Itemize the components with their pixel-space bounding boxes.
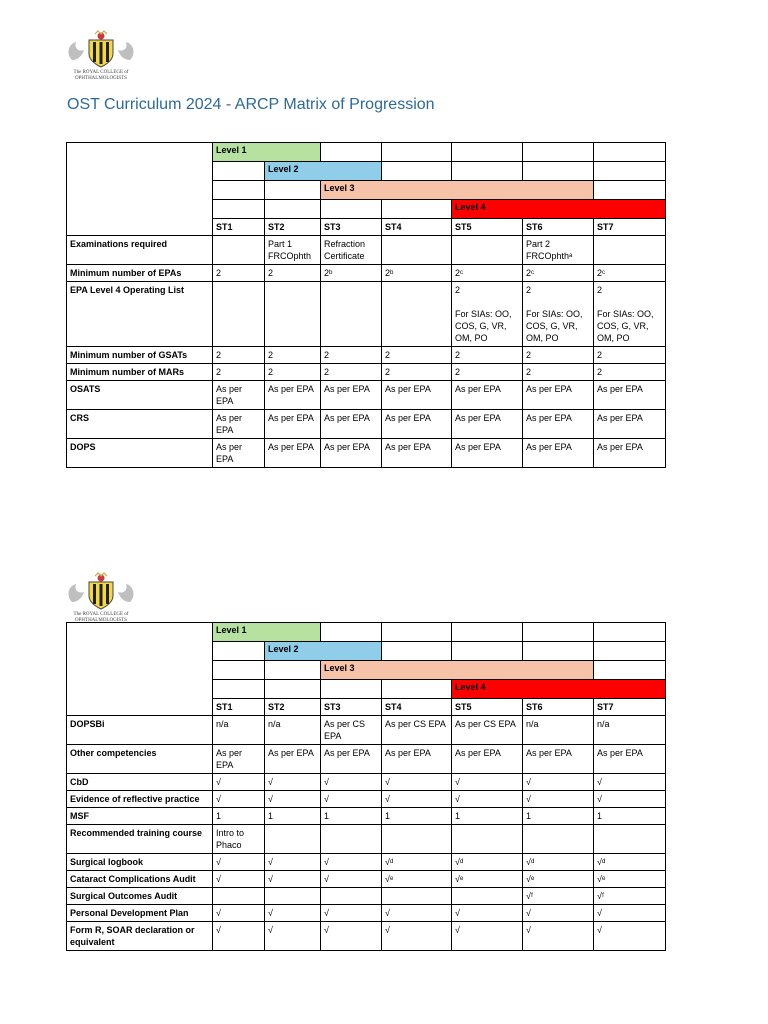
table-cell: 2ᶜ — [523, 265, 594, 282]
level-4-cell: Level 4 — [452, 200, 666, 219]
table-cell — [321, 888, 382, 905]
table-cell: √ — [523, 905, 594, 922]
table-cell: √ — [213, 791, 265, 808]
row-label: Surgical logbook — [67, 854, 213, 871]
table-row — [67, 410, 666, 439]
table-cell: 2 — [523, 364, 594, 381]
stage-header-st3: ST3 — [321, 219, 382, 236]
table-cell: 2 — [265, 347, 321, 364]
table-cell: 2ᵇ — [382, 265, 452, 282]
table-cell: As per EPA — [594, 381, 666, 410]
table-row — [67, 774, 666, 791]
table-row — [67, 825, 666, 854]
table-cell: √ — [382, 791, 452, 808]
table-cell: As per EPA — [265, 410, 321, 439]
level-3-bar: Level 3 — [321, 661, 594, 680]
table-row — [67, 347, 666, 364]
table-cell: √ — [321, 854, 382, 871]
table-cell — [265, 282, 321, 347]
level-1-bar: Level 1 — [213, 143, 321, 162]
table-cell: √ — [213, 922, 265, 951]
table-cell: √ — [213, 871, 265, 888]
college-logo — [62, 572, 140, 624]
table-cell: √ — [594, 922, 666, 951]
table-cell: As per EPA — [594, 410, 666, 439]
row-label: Form R, SOAR declaration or equivalent — [67, 922, 213, 951]
document-title: OST Curriculum 2024 - ARCP Matrix of Progression — [67, 96, 435, 113]
table-cell: √ — [594, 774, 666, 791]
table-cell: 1 — [265, 808, 321, 825]
table-cell: As per EPA — [594, 745, 666, 774]
table-cell — [382, 282, 452, 347]
row-label: CbD — [67, 774, 213, 791]
table-row — [67, 236, 666, 265]
table-cell: √ — [523, 791, 594, 808]
table-cell: √ᵈ — [452, 854, 523, 871]
table-cell: √ᵉ — [523, 871, 594, 888]
table-cell: √ — [321, 774, 382, 791]
crest-icon — [62, 572, 140, 612]
blank-corner-cell — [67, 623, 213, 716]
table-cell: 1 — [452, 808, 523, 825]
table-cell — [594, 236, 666, 265]
table-row — [67, 716, 666, 745]
row-label: Other competencies — [67, 745, 213, 774]
table-cell: 2 — [265, 265, 321, 282]
stage-header-st5: ST5 — [452, 219, 523, 236]
table-cell: Part 2 FRCOphthᵃ — [523, 236, 594, 265]
table-cell: 2 — [321, 347, 382, 364]
table-cell: 2ᶜ — [594, 265, 666, 282]
level-1-bar: Level 1 — [213, 623, 321, 642]
table-row — [67, 439, 666, 468]
table-cell: √ — [321, 871, 382, 888]
table-cell: As per EPA — [213, 439, 265, 468]
table-cell: n/a — [265, 716, 321, 745]
table-cell: √ — [452, 922, 523, 951]
table-cell: √ — [213, 854, 265, 871]
table-cell: √ — [452, 791, 523, 808]
table-cell — [452, 236, 523, 265]
row-label: Cataract Complications Audit — [67, 871, 213, 888]
table-row — [67, 871, 666, 888]
table-cell — [213, 888, 265, 905]
table-cell: 2 For SIAs: OO, COS, G, VR, OM, PO — [523, 282, 594, 347]
table-cell: √ᵉ — [594, 871, 666, 888]
row-label: DOPSBi — [67, 716, 213, 745]
row-label: Examinations required — [67, 236, 213, 265]
table-row — [67, 854, 666, 871]
table-cell: As per EPA — [523, 439, 594, 468]
table-cell — [382, 888, 452, 905]
table-row — [67, 808, 666, 825]
stage-header-st6: ST6 — [523, 219, 594, 236]
row-label: MSF — [67, 808, 213, 825]
table-row — [67, 922, 666, 951]
table-cell: 2 — [213, 265, 265, 282]
table-cell: √ᵈ — [523, 854, 594, 871]
stage-header-st7: ST7 — [594, 699, 666, 716]
table-cell: As per EPA — [452, 381, 523, 410]
table-cell: 1 — [594, 808, 666, 825]
row-label: DOPS — [67, 439, 213, 468]
college-logo — [62, 30, 140, 82]
level-2-bar: Level 2 — [265, 642, 382, 661]
table-cell: As per EPA — [321, 381, 382, 410]
table-cell: As per EPA — [452, 745, 523, 774]
table-row — [67, 381, 666, 410]
table-cell: √ — [382, 774, 452, 791]
table-cell: √ — [213, 774, 265, 791]
table-row — [67, 888, 666, 905]
table-cell: √ — [523, 922, 594, 951]
table-cell: Intro to Phaco — [213, 825, 265, 854]
row-label: Evidence of reflective practice — [67, 791, 213, 808]
table-cell — [321, 825, 382, 854]
blank-corner-cell — [67, 143, 213, 236]
stage-header-st2: ST2 — [265, 219, 321, 236]
stage-header-st1: ST1 — [213, 699, 265, 716]
table-cell: 2 — [265, 364, 321, 381]
table-row — [67, 905, 666, 922]
table-row — [67, 282, 666, 347]
table-cell: 2ᵇ — [321, 265, 382, 282]
stage-header-st5: ST5 — [452, 699, 523, 716]
table-cell: 2 For SIAs: OO, COS, G, VR, OM, PO — [452, 282, 523, 347]
row-label: OSATS — [67, 381, 213, 410]
level-4-cell: Level 4 — [452, 680, 666, 699]
row-label: Minimum number of MARs — [67, 364, 213, 381]
table-cell: 2 — [594, 364, 666, 381]
table-cell: 2ᶜ — [452, 265, 523, 282]
table-cell: As per EPA — [452, 410, 523, 439]
table-row — [67, 745, 666, 774]
table-cell: As per EPA — [452, 439, 523, 468]
table-row — [67, 791, 666, 808]
row-label: Minimum number of EPAs — [67, 265, 213, 282]
table-cell: 2 For SIAs: OO, COS, G, VR, OM, PO — [594, 282, 666, 347]
table-cell: √ — [382, 922, 452, 951]
table-cell: As per CS EPA — [382, 716, 452, 745]
table-cell: 2 — [523, 347, 594, 364]
table-cell — [213, 236, 265, 265]
table-cell: Refraction Certificate — [321, 236, 382, 265]
table-cell: 2 — [213, 364, 265, 381]
table-cell: 1 — [382, 808, 452, 825]
stage-header-st1: ST1 — [213, 219, 265, 236]
table-cell: Part 1 FRCOphth — [265, 236, 321, 265]
table-cell: √ — [265, 791, 321, 808]
table-cell: 2 — [382, 347, 452, 364]
table-cell: n/a — [213, 716, 265, 745]
table-cell: As per EPA — [265, 381, 321, 410]
table-cell: √ᵉ — [382, 871, 452, 888]
stage-header-st4: ST4 — [382, 699, 452, 716]
table-cell: As per EPA — [382, 410, 452, 439]
table-cell: 2 — [382, 364, 452, 381]
level-2-bar: Level 2 — [265, 162, 382, 181]
table-cell: √ᵉ — [452, 871, 523, 888]
table-cell: 2 — [452, 347, 523, 364]
table-row — [67, 265, 666, 282]
table-cell — [382, 825, 452, 854]
table-cell: √ — [265, 854, 321, 871]
table-cell: n/a — [594, 716, 666, 745]
table-cell: 2 — [452, 364, 523, 381]
table-cell: √ — [452, 774, 523, 791]
table-cell: 1 — [213, 808, 265, 825]
table-cell: 1 — [321, 808, 382, 825]
table-cell: √ — [382, 905, 452, 922]
table-cell: √ — [265, 774, 321, 791]
table-cell: √ᶠ — [594, 888, 666, 905]
table-cell: 2 — [321, 364, 382, 381]
row-label: Surgical Outcomes Audit — [67, 888, 213, 905]
arcp-matrix-table-2 — [66, 622, 666, 951]
table-cell: As per EPA — [321, 410, 382, 439]
table-cell: √ — [523, 774, 594, 791]
table-cell — [213, 282, 265, 347]
table-cell: As per EPA — [594, 439, 666, 468]
table-cell: As per EPA — [523, 410, 594, 439]
table-cell — [452, 825, 523, 854]
table-cell: As per EPA — [265, 439, 321, 468]
table-cell: √ — [594, 905, 666, 922]
logo-text: The ROYAL COLLEGE of OPHTHALMOLOGISTS — [73, 612, 129, 623]
table-cell — [382, 236, 452, 265]
row-label: Minimum number of GSATs — [67, 347, 213, 364]
table-cell: As per EPA — [321, 745, 382, 774]
table-cell: 2 — [594, 347, 666, 364]
table-cell — [265, 825, 321, 854]
table-cell: √ — [265, 922, 321, 951]
table-cell: n/a — [523, 716, 594, 745]
table-cell: 1 — [523, 808, 594, 825]
table-cell: As per CS EPA — [452, 716, 523, 745]
arcp-matrix-table-1 — [66, 142, 666, 468]
table-cell: As per EPA — [523, 745, 594, 774]
table-cell: √ — [321, 905, 382, 922]
stage-header-st4: ST4 — [382, 219, 452, 236]
table-cell: √ — [265, 871, 321, 888]
row-label: Recommended training course — [67, 825, 213, 854]
table-cell — [265, 888, 321, 905]
table-cell: √ — [265, 905, 321, 922]
stage-header-st7: ST7 — [594, 219, 666, 236]
table-cell: √ᶠ — [523, 888, 594, 905]
table-cell: √ — [321, 922, 382, 951]
logo-text: The ROYAL COLLEGE of OPHTHALMOLOGISTS — [73, 70, 129, 81]
stage-header-st2: ST2 — [265, 699, 321, 716]
table-cell: √ — [452, 905, 523, 922]
table-cell: As per EPA — [382, 745, 452, 774]
table-cell — [321, 282, 382, 347]
table-cell: As per EPA — [382, 381, 452, 410]
table-cell: √ — [321, 791, 382, 808]
table-cell — [523, 825, 594, 854]
table-cell: √ — [213, 905, 265, 922]
table-row — [67, 364, 666, 381]
table-cell: √ᵈ — [594, 854, 666, 871]
table-cell: 2 — [213, 347, 265, 364]
table-cell: As per EPA — [213, 745, 265, 774]
crest-icon — [62, 30, 140, 70]
table-cell: As per EPA — [382, 439, 452, 468]
table-cell — [452, 888, 523, 905]
table-cell: As per CS EPA — [321, 716, 382, 745]
row-label: CRS — [67, 410, 213, 439]
level-3-bar: Level 3 — [321, 181, 594, 200]
stage-header-st3: ST3 — [321, 699, 382, 716]
table-cell: √ — [594, 791, 666, 808]
row-label: EPA Level 4 Operating List — [67, 282, 213, 347]
table-cell: As per EPA — [265, 745, 321, 774]
table-cell — [594, 825, 666, 854]
table-cell: √ᵈ — [382, 854, 452, 871]
table-cell: As per EPA — [321, 439, 382, 468]
row-label: Personal Development Plan — [67, 905, 213, 922]
table-cell: As per EPA — [213, 381, 265, 410]
stage-header-st6: ST6 — [523, 699, 594, 716]
table-cell: As per EPA — [213, 410, 265, 439]
table-cell: As per EPA — [523, 381, 594, 410]
